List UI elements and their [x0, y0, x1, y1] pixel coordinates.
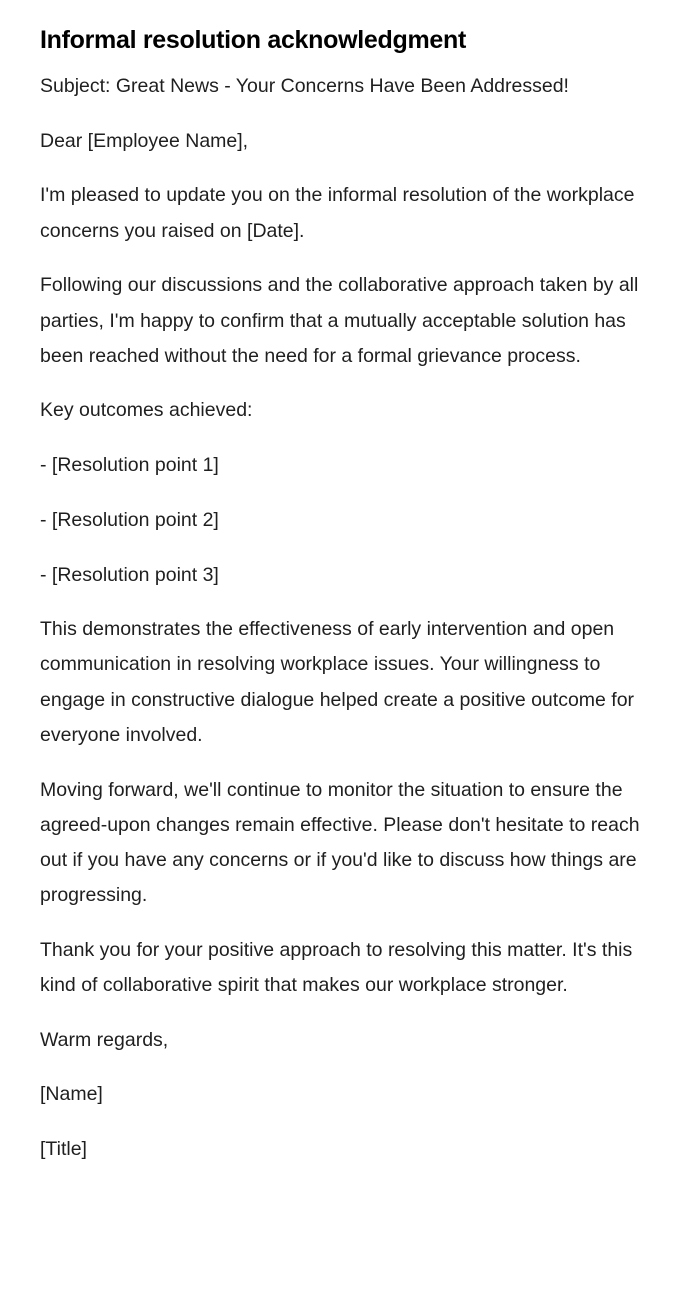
- effectiveness-paragraph: This demonstrates the effectiveness of early intervention and open communication in resolving workplace issues. Your willingness to engage in constructive dialogue helped create a positive outcome for everyone involved.: [40, 618, 635, 746]
- resolution-point-3: - [Resolution point 3]: [40, 563, 219, 586]
- resolution-point-1: - [Resolution point 1]: [40, 454, 219, 477]
- outcomes-heading: Key outcomes achieved:: [40, 399, 253, 422]
- confirmation-paragraph: Following our discussions and the collaborative approach taken by all parties, I'm happy to confirm that a mutually acceptable solution has been reached without the need for a formal grievance process.: [40, 274, 639, 367]
- closing: Warm regards,: [40, 1028, 169, 1051]
- moving-forward-paragraph: Moving forward, we'll continue to monitor the situation to ensure the agreed-upon changes remain effective. Please don't hesitate to reach out if you have any concerns or if you'd like to discuss how things are progressing.: [40, 778, 640, 907]
- document-title: Informal resolution acknowledgment: [40, 26, 466, 54]
- intro-paragraph: I'm pleased to update you on the informal resolution of the workplace concerns you raised on [Date].: [40, 184, 635, 242]
- resolution-point-2: - [Resolution point 2]: [40, 508, 219, 531]
- signature-title: [Title]: [40, 1138, 87, 1161]
- document: [40, 22, 640, 1187]
- subject-line: Subject: Great News - Your Concerns Have Been Addressed!: [40, 75, 569, 97]
- signature-name: [Name]: [40, 1083, 103, 1106]
- salutation: Dear [Employee Name],: [40, 129, 249, 152]
- thank-you-paragraph: Thank you for your positive approach to resolving this matter. It's this kind of collaborative spirit that makes our workplace stronger.: [40, 938, 633, 997]
